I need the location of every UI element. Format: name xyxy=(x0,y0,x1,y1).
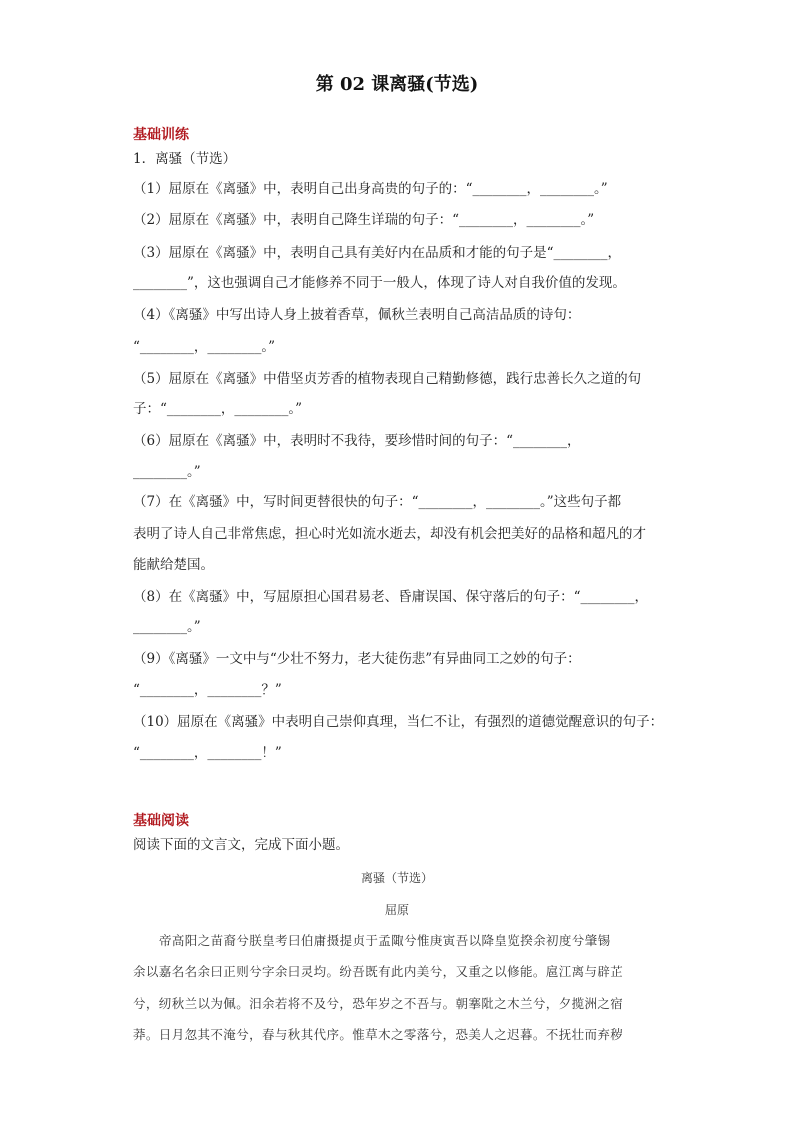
question-line: （7）在《离骚》中，写时间更替很快的句子：“________，________。”这些句子都 xyxy=(133,494,622,510)
reading-intro: 阅读下面的文言文，完成下面小题。 xyxy=(133,837,349,853)
question-line: （8）在《离骚》中，写屈原担心国君易老、昏庸误国、保守落后的句子：“________， xyxy=(133,589,648,605)
question-line: 1．离骚（节选） xyxy=(133,151,237,167)
question-line: （2）屈原在《离骚》中，表明自己降生详瑞的句子：“________，________。” xyxy=(133,212,595,228)
question-line: ________”，这也强调自己才能修养不同于一般人，体现了诗人对自我价值的发现。 xyxy=(133,275,626,291)
poem-text-line: 余以嘉名名余曰正则兮字余曰灵均。纷吾既有此内美兮，又重之以修能。扈江离与辟芷 xyxy=(133,964,624,979)
question-line: （5）屈原在《离骚》中借坚贞芳香的植物表现自己精勤修德，践行忠善长久之道的句 xyxy=(133,371,642,387)
question-line: 能献给楚国。 xyxy=(133,557,214,573)
question-line: ________。” xyxy=(133,619,201,635)
question-line: “________，________！” xyxy=(133,745,282,761)
question-line: ________。” xyxy=(133,464,201,480)
poem-title: 离骚（节选） xyxy=(360,871,433,885)
question-line: “________，________？” xyxy=(133,682,282,698)
question-line: （9）《离骚》一文中与“少壮不努力，老大徒伤悲”有异曲同工之妙的句子： xyxy=(133,651,581,667)
question-line: 表明了诗人自己非常焦虑，担心时光如流水逝去，却没有机会把美好的品格和超凡的才 xyxy=(133,526,646,542)
section-heading-basic-training: 基础训练 xyxy=(133,127,189,143)
question-line: （6）屈原在《离骚》中，表明时不我待，要珍惜时间的句子：“________， xyxy=(133,433,581,449)
question-line: （4）《离骚》中写出诗人身上披着香草，佩秋兰表明自己高洁品质的诗句： xyxy=(133,307,581,323)
question-line: “________，________。” xyxy=(133,339,276,355)
section-heading-basic-reading: 基础阅读 xyxy=(133,813,189,829)
question-line: （10）屈原在《离骚》中表明自己崇仰真理，当仁不让，有强烈的道德觉醒意识的句子： xyxy=(133,714,664,730)
poem-text-line: 莽。日月忽其不淹兮，春与秋其代序。惟草木之零落兮，恐美人之迟暮。不抚壮而弃秽 xyxy=(133,1027,624,1042)
question-line: （1）屈原在《离骚》中，表明自己出身高贵的句子的：“________，________。” xyxy=(133,181,608,197)
poem-text-line: 兮，纫秋兰以为佩。汨余若将不及兮，恐年岁之不吾与。朝搴阰之木兰兮，夕揽洲之宿 xyxy=(133,996,624,1011)
poem-text-line: 帝高阳之苗裔兮朕皇考曰伯庸摄提贞于孟陬兮惟庚寅吾以降皇览揆余初度兮肇锡 xyxy=(159,933,611,948)
poem-author: 屈原 xyxy=(384,903,409,917)
page-title: 第 02 课离骚(节选) xyxy=(315,74,479,95)
question-line: 子：“________，________。” xyxy=(133,401,303,417)
question-line: （3）屈原在《离骚》中，表明自己具有美好内在品质和才能的句子是“________， xyxy=(133,245,621,261)
